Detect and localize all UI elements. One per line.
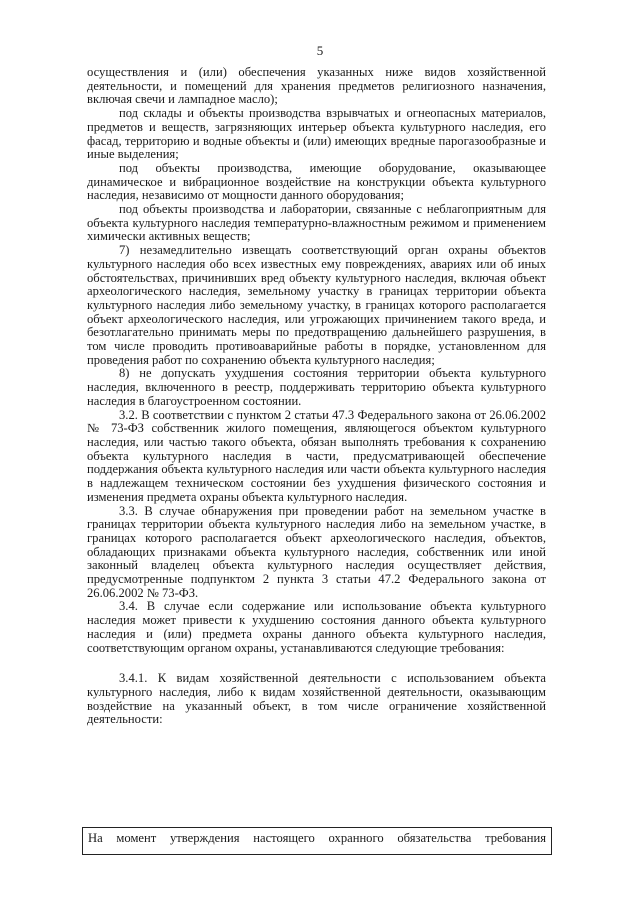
paragraph-3-4: 3.4. В случае если содержание или использование объекта культурного наследия может привести к ухудшению состояния данного объекта культурного наследия и (или) предмета охраны данного объекта культурного наследия, соответствующим органом охраны, устанавливаются следующие требования: [87,599,546,655]
paragraph-laboratories: под объекты производства и лаборатории, связанные с неблагоприятным для объекта культурного наследия температурно-влажностным режимом и применением химически активных веществ; [87,202,546,244]
paragraph-item-7: 7) незамедлительно извещать соответствующий орган охраны объектов культурного наследия обо всех известных ему повреждениях, авариях или об иных обстоятельствах, причинивших вред объекту культурного наследия, включая объект археологического наследия, земельному участку в границах территории объекта культурного наследия либо земельному участку, в границах которого располагается объект археологического наследия, или угрожающих причинением такого вреда, и безотлагательно принимать меры по предотвращению дальнейшего разрушения, в том числе проводить противоаварийные работы в порядке, установленном для проведения работ по сохранению объекта культурного наследия; [87,243,546,367]
paragraph-3-3: 3.3. В случае обнаружения при проведении работ на земельном участке в границах территории объекта культурного наследия либо на земельном участке, в границах которого располагается объект археологического наследия, объектов, обладающих признаками объекта культурного наследия, собственник или иной законный владелец объекта культурного наследия осуществляет действия, предусмотренные подпунктом 2 пункта 3 статьи 47.2 Федерального закона от 26.06.2002 № 73-ФЗ. [87,503,546,600]
paragraph-item-8: 8) не допускать ухудшения состояния территории объекта культурного наследия, включенного в реестр, поддерживать территорию объекта культурного наследия в благоустроенном состоянии. [87,366,546,408]
page-number: 5 [316,43,324,58]
paragraph-3-2: 3.2. В соответствии с пунктом 2 статьи 47.3 Федерального закона от 26.06.2002 № 73-ФЗ собственник жилого помещения, являющегося объектом культурного наследия, или частью такого объекта, обязан выполнять требования к сохранению объекта культурного наследия в части, предусматривающей обеспечение поддержания объекта культурного наследия или части объекта культурного наследия в надлежащем техническом состоянии без ухудшения физического состояния и изменения предмета охраны объекта культурного наследия. [87,407,546,504]
document-body [87,66,546,727]
boxed-text-cell: На момент утверждения настоящего охранного обязательства требования [82,827,552,855]
paragraph-warehouses: под склады и объекты производства взрывчатых и огнеопасных материалов, предметов и веществ, загрязняющих интерьер объекта культурного наследия, его фасад, территорию и водные объекты и (или) имеющих вредные парогазообразные и иные выделения; [87,106,546,162]
paragraph-continuation: осуществления и (или) обеспечения указанных ниже видов хозяйственной деятельности, и помещений для хранения предметов религиозного назначения, включая свечи и лампадное масло); [87,65,546,107]
paragraph-vibration: под объекты производства, имеющие оборудование, оказывающее динамическое и вибрационное воздействие на конструкции объекта культурного наследия, независимо от мощности данного оборудования; [87,160,546,203]
paragraph-3-4-1: 3.4.1. К видам хозяйственной деятельности с использованием объекта культурного наследия, либо к видам хозяйственной деятельности, оказывающим воздействие на указанный объект, в том числе ограничение хозяйственной деятельности: [87,671,546,727]
